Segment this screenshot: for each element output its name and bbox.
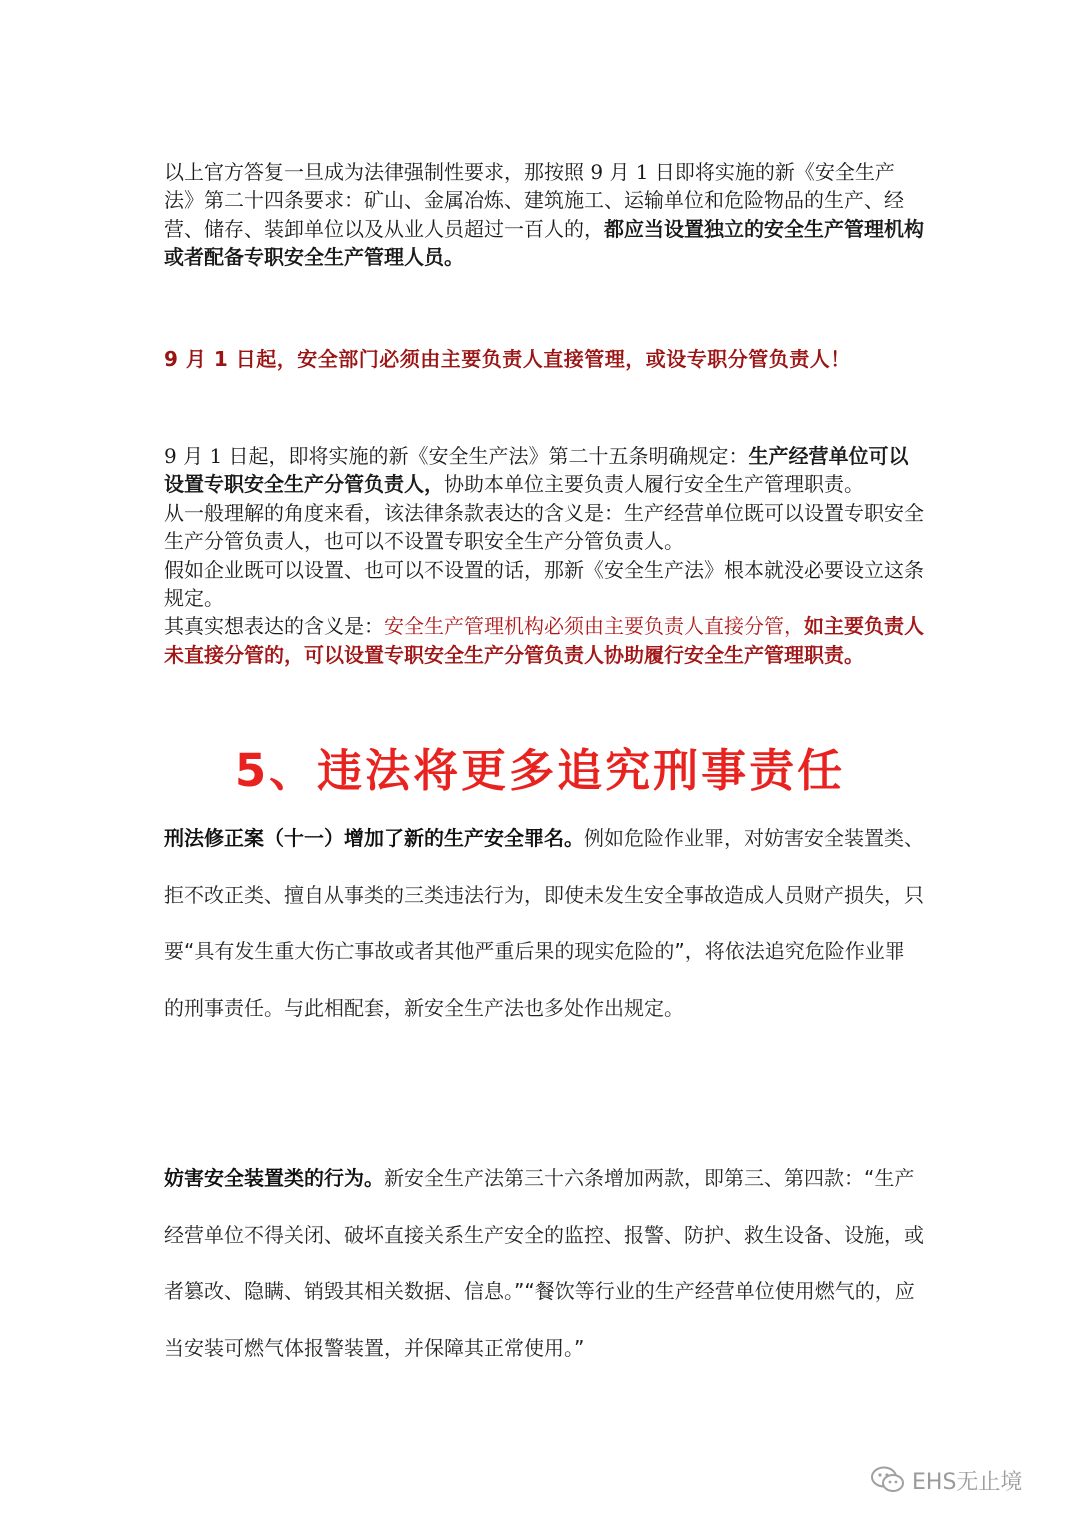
paragraph-article-24 [164,158,924,272]
watermark-text: EHS无止境 [912,1469,1023,1495]
paragraph-article-25 [164,442,924,669]
paragraph-line [164,612,924,669]
paragraph-bold-text: 妨害安全装置类的行为。 [164,1166,384,1190]
text-span: 其真实想表达的含义是： [164,614,384,639]
section-heading: 5、违法将更多追究刑事责任 [234,744,846,797]
paragraph-safety-devices [164,1150,924,1376]
paragraph-text: 以上官方答复一旦成为法律强制性要求，那按照 9 月 1 日即将实施的新《安全生产法》第二十四条要求：矿山、金属冶炼、建筑施工、运输单位和危险物品的生产、经营、储存、装卸单位以及从业人员超过一百人的， [164,160,904,241]
paragraph-line: 从一般理解的角度来看，该法律条款表达的含义是：生产经营单位既可以设置专职安全生产分管负责人，也可以不设置专职安全生产分管负责人。 [164,500,924,554]
wechat-icon [870,1465,906,1495]
text-span: 9 月 1 日起，即将实施的新《安全生产法》第二十五条明确规定： [164,444,749,468]
paragraph-text: 例如危险作业罪，对妨害安全装置类、拒不改正类、擅自从事类的三类违法行为，即使未发生安全事故造成人员财产损失，只要“具有发生重大伤亡事故或者其他严重后果的现实危险的”，将依法追究危险作业罪的刑事责任。与此相配套，新安全生产法也多处作出规定。 [164,826,924,1020]
paragraph-bold-text: 都应当设置独立的安全生产管理机构或者配备专职安全生产管理人员。 [164,216,924,270]
section-subheading: 9 月 1 日起，安全部门必须由主要负责人直接管理，或设专职分管负责人！ [164,347,851,371]
paragraph-bold-text: 刑法修正案（十一）增加了新的生产安全罪名。 [164,826,584,850]
red-text-span: 安全生产管理机构必须由主要负责人直接分管， [384,614,804,639]
paragraph-line [164,442,924,499]
paragraph-criminal-liability [164,810,924,1036]
paragraph-line: 假如企业既可以设置、也可以不设置的话，那新《安全生产法》根本就没必要设立这条规定。 [164,557,924,611]
paragraph-text: 新安全生产法第三十六条增加两款，即第三、第四款：“生产经营单位不得关闭、破坏直接关系生产安全的监控、报警、防护、救生设备、设施，或者篡改、隐瞒、销毁其相关数据、信息。”“餐饮等行业的生产经营单位使用燃气的，应当安装可燃气体报警装置，并保障其正常使用。” [164,1166,924,1360]
text-span: 协助本单位主要负责人履行安全生产管理职责。 [444,472,864,497]
watermark [870,1462,1022,1498]
red-bold-text-span: 如主要负责人未直接分管的，可以设置专职安全生产分管负责人协助履行安全生产管理职责。 [164,614,924,667]
bold-text-span: 生产经营单位可以设置专职安全生产分管负责人， [164,444,909,497]
